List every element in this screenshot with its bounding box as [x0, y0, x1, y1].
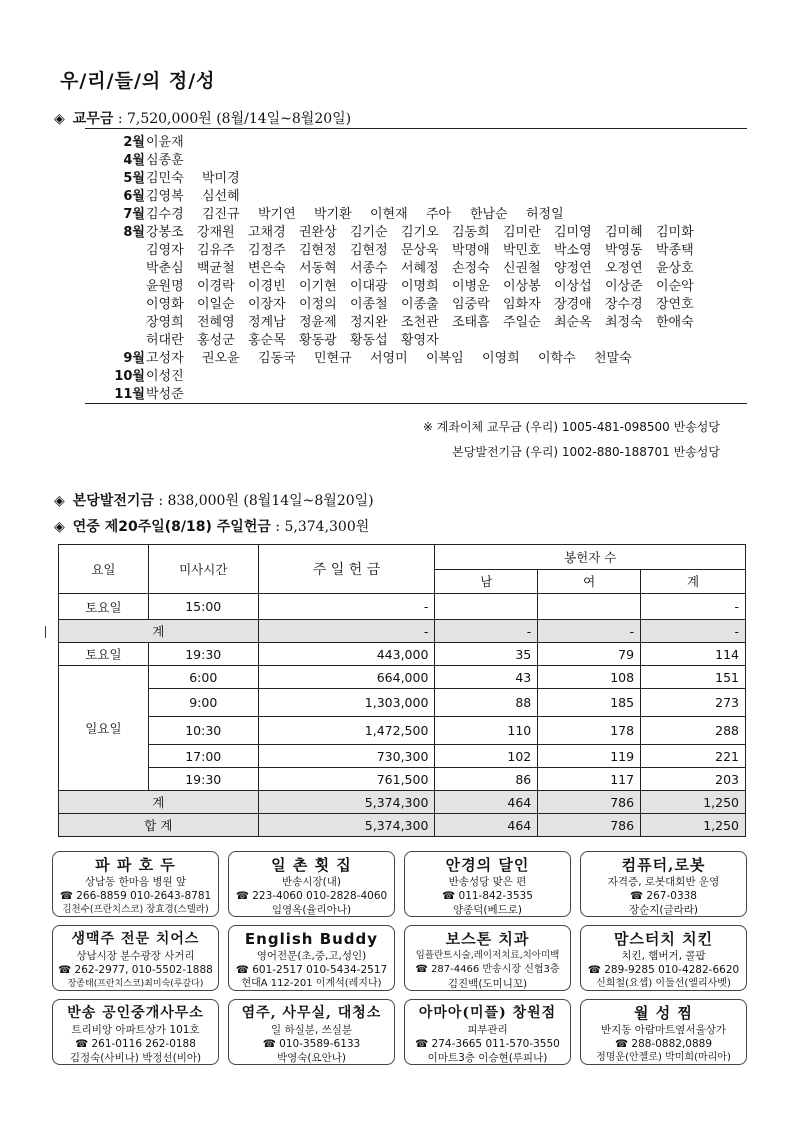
list-item	[100, 368, 740, 386]
donor-name: 문상욱	[401, 243, 439, 258]
ad-phone: ☎ 289-9285 010-4282-6620	[587, 964, 740, 976]
ad-line: 반송성당 맞은 편	[448, 876, 527, 888]
donor-name: 김기오	[401, 225, 439, 240]
female-cell: 185	[538, 689, 641, 717]
ad-name: 컴퓨터,로봇	[621, 856, 706, 874]
donor-name: 홍성군	[197, 333, 235, 348]
time-cell: 6:00	[148, 666, 258, 689]
donor-name: 김미혜	[605, 225, 643, 240]
male-cell: 35	[435, 643, 538, 666]
total-cell: 203	[641, 768, 746, 791]
ad-name: 일 촌 횟 집	[271, 856, 352, 874]
donor-name: 신권철	[503, 261, 541, 276]
month-label	[100, 260, 145, 278]
donor-name: 서영미	[370, 351, 408, 366]
list-item	[100, 314, 740, 332]
time-cell: 15:00	[148, 594, 258, 620]
ad-owner: 김정숙(사비나) 박정선(비아)	[69, 1052, 202, 1064]
ad-line: 피부관리	[467, 1024, 508, 1036]
total-cell: 1,250	[641, 791, 746, 814]
diamond-icon: ◈	[54, 493, 65, 509]
ad-owner: 김천수(프란치스코) 장효경(스텔라)	[62, 904, 209, 915]
dev-fund-heading	[54, 490, 374, 510]
donor-name: 이일순	[197, 297, 235, 312]
donor-name: 이상준	[605, 279, 643, 294]
header-day: 요일	[59, 545, 149, 594]
ad-owner: 정명운(안젤로) 박미희(마리아)	[596, 1052, 731, 1063]
donor-name: 심종훈	[146, 153, 184, 168]
list-item	[100, 170, 740, 188]
ad-name: 반송 공인중개사무소	[67, 1005, 204, 1021]
teaching-fund-list	[100, 134, 740, 404]
donor-name: 박기환	[314, 207, 352, 222]
month-label: 10월	[114, 369, 145, 384]
account-info-2: 본당발전기금 (우리) 1002-880-188701 반송성당	[452, 445, 720, 459]
subtotal-row	[59, 791, 746, 814]
donor-name: 심선혜	[202, 189, 240, 204]
ad-card	[52, 925, 219, 991]
donor-name: 김민숙	[146, 171, 184, 186]
subtotal-row	[59, 620, 746, 643]
male-cell: 110	[435, 717, 538, 745]
month-label	[100, 332, 145, 350]
donor-name: 이상봉	[503, 279, 541, 294]
header-male: 남	[435, 569, 538, 594]
day-cell: 일요일	[59, 666, 149, 791]
offering-cell: -	[258, 594, 435, 620]
month-label	[100, 242, 145, 260]
offering-cell: 730,300	[258, 745, 435, 768]
ad-phone: ☎ 011-842-3535	[442, 890, 533, 902]
donor-name: 주일순	[503, 315, 541, 330]
female-cell: 119	[538, 745, 641, 768]
table-header-row	[59, 545, 746, 570]
margin-mark	[45, 626, 46, 638]
ad-line: 상남시장 분수광장 사거리	[76, 950, 195, 962]
donor-name: 김동국	[258, 351, 296, 366]
ad-card	[228, 999, 395, 1065]
list-item	[100, 296, 740, 314]
ad-name: 맘스터치 치킨	[613, 930, 714, 948]
time-cell: 19:30	[148, 768, 258, 791]
donor-name: 이학수	[538, 351, 576, 366]
ad-line: 상남동 한마음 병원 앞	[84, 876, 187, 888]
donor-name: 이병운	[452, 279, 490, 294]
donor-name: 강봉조	[146, 225, 184, 240]
donor-name: 장연호	[656, 297, 694, 312]
ads-grid	[52, 851, 748, 1065]
offering-cell: 1,303,000	[258, 689, 435, 717]
total-cell: 114	[641, 643, 746, 666]
donor-name: 박기연	[258, 207, 296, 222]
list-item	[100, 350, 740, 368]
female-cell: 178	[538, 717, 641, 745]
donor-name: 이명희	[401, 279, 439, 294]
ad-line: 영어전문(초,중,고,성인)	[256, 950, 367, 962]
page-title: 우/리/들/의 정/성	[60, 70, 216, 92]
ad-name: 아마아(미플) 창원점	[418, 1005, 557, 1021]
donor-name: 임중락	[452, 297, 490, 312]
ad-name: 파 파 호 두	[95, 856, 176, 874]
ad-phone: ☎ 223-4060 010-2828-4060	[235, 890, 388, 902]
sunday-offering-summary: : 5,374,300원	[275, 519, 370, 535]
female-cell: 786	[538, 814, 641, 837]
donor-name: 박민호	[503, 243, 541, 258]
total-cell: 221	[641, 745, 746, 768]
donor-name: 허정일	[526, 207, 564, 222]
donor-name: 황영자	[401, 333, 439, 348]
donor-name: 윤상호	[656, 261, 694, 276]
ad-name: English Buddy	[244, 930, 379, 948]
total-cell: -	[641, 594, 746, 620]
ad-line: 임플란트시술,레이저치료,치아미백	[415, 950, 560, 961]
list-item	[100, 134, 740, 152]
month-label: 8월	[123, 225, 145, 240]
ad-line: 일 하실분, 쓰실분	[270, 1024, 352, 1036]
table-row	[59, 768, 746, 791]
total-cell: 1,250	[641, 814, 746, 837]
header-total: 계	[641, 569, 746, 594]
list-item	[100, 386, 740, 404]
donor-name: 이정의	[299, 297, 337, 312]
donor-name: 이현재	[370, 207, 408, 222]
time-cell: 10:30	[148, 717, 258, 745]
day-cell: 토요일	[59, 643, 149, 666]
ad-owner: 장순지(글라라)	[628, 904, 699, 916]
female-cell: 786	[538, 791, 641, 814]
donor-name: 김유주	[197, 243, 235, 258]
donor-name: 이성진	[146, 369, 184, 384]
subtotal-label: 계	[59, 620, 259, 643]
donor-name: 허대란	[146, 333, 184, 348]
month-label: 9월	[123, 351, 145, 366]
donor-name: 홍순목	[248, 333, 286, 348]
header-mass-time: 미사시간	[148, 545, 258, 594]
offering-cell: 5,374,300	[258, 814, 435, 837]
teaching-fund-label: 교무금	[72, 111, 114, 127]
divider	[85, 128, 747, 129]
donor-name: 박종택	[656, 243, 694, 258]
donor-name: 윤원명	[146, 279, 184, 294]
sunday-offering-label: 연중 제20주일(8/18) 주일헌금	[72, 519, 271, 535]
donor-name: 김현정	[299, 243, 337, 258]
donor-name: 조태흠	[452, 315, 490, 330]
donor-name: 이장자	[248, 297, 286, 312]
female-cell	[538, 594, 641, 620]
header-attendees: 봉헌자 수	[435, 545, 746, 570]
donor-name: 김정주	[248, 243, 286, 258]
month-label: 11월	[114, 387, 145, 402]
table-row	[59, 643, 746, 666]
month-label: 2월	[123, 135, 145, 150]
ad-owner: 임영옥(율리아나)	[271, 904, 352, 916]
male-cell: -	[435, 620, 538, 643]
donor-name: 최정숙	[605, 315, 643, 330]
donor-name: 이복임	[426, 351, 464, 366]
list-item	[100, 260, 740, 278]
total-cell: 288	[641, 717, 746, 745]
donor-name: 김기순	[350, 225, 388, 240]
ad-card	[52, 851, 219, 917]
offering-cell: 1,472,500	[258, 717, 435, 745]
ad-line: 반지동 아람마트옆서울상가	[600, 1024, 727, 1036]
ad-phone: ☎ 262-2977, 010-5502-1888	[58, 964, 213, 976]
list-item	[100, 278, 740, 296]
month-label: 5월	[123, 171, 145, 186]
donor-name: 김미영	[554, 225, 592, 240]
donor-name: 김현정	[350, 243, 388, 258]
ad-phone: ☎ 288-0882,0889	[614, 1038, 713, 1050]
donor-name: 양정연	[554, 261, 592, 276]
donor-name: 박미경	[202, 171, 240, 186]
time-cell: 19:30	[148, 643, 258, 666]
month-label	[100, 296, 145, 314]
sunday-offering-heading	[54, 516, 369, 536]
ad-owner: 김진백(도미니꼬)	[447, 978, 528, 990]
offering-cell: -	[258, 620, 435, 643]
donor-name: 박명애	[452, 243, 490, 258]
time-cell: 9:00	[148, 689, 258, 717]
female-cell: 117	[538, 768, 641, 791]
list-item	[100, 152, 740, 170]
ad-card	[228, 925, 395, 991]
ad-phone: ☎ 267-0338	[630, 890, 697, 902]
table-row	[59, 745, 746, 768]
ad-line: 트리비앙 아파트상가 101호	[71, 1024, 200, 1036]
ad-card	[580, 925, 747, 991]
donor-name: 이상섭	[554, 279, 592, 294]
ad-owner: 양종덕(베드로)	[452, 904, 523, 916]
donor-name: 백균철	[197, 261, 235, 276]
ad-card	[404, 925, 571, 991]
donor-name: 고성자	[146, 351, 184, 366]
ad-name: 안경의 달인	[445, 856, 530, 874]
donor-name: 이경빈	[248, 279, 286, 294]
ad-owner: 신희철(요셉) 이둘선(엘리사벳)	[596, 978, 731, 989]
ad-card	[580, 999, 747, 1065]
ad-phone: ☎ 261-0116 262-0188	[75, 1038, 196, 1050]
donor-name: 이종출	[401, 297, 439, 312]
donor-name: 이종철	[350, 297, 388, 312]
offering-cell: 761,500	[258, 768, 435, 791]
donor-name: 최순옥	[554, 315, 592, 330]
donor-name: 이영희	[482, 351, 520, 366]
ad-card	[228, 851, 395, 917]
month-label: 7월	[123, 207, 145, 222]
donor-name: 김수경	[146, 207, 184, 222]
donor-name: 김미화	[656, 225, 694, 240]
ad-name: 생맥주 전문 치어스	[71, 931, 200, 947]
donor-name: 박영동	[605, 243, 643, 258]
ad-phone: ☎ 274-3665 011-570-3550	[415, 1038, 560, 1050]
ad-line: 자격증, 로봇대회반 운영	[607, 876, 720, 888]
donor-name: 장영희	[146, 315, 184, 330]
ad-owner: 박영숙(요안나)	[276, 1052, 347, 1064]
donor-name: 김영복	[146, 189, 184, 204]
ad-card	[404, 851, 571, 917]
month-label	[100, 314, 145, 332]
table-row	[59, 666, 746, 689]
header-offering: 주 일 헌 금	[258, 545, 435, 594]
donor-name: 정지완	[350, 315, 388, 330]
donor-name: 박소영	[554, 243, 592, 258]
ad-card	[52, 999, 219, 1065]
donor-name: 한애숙	[656, 315, 694, 330]
ad-line: 반송시장(내)	[282, 876, 341, 888]
donor-name: 이영화	[146, 297, 184, 312]
donor-name: 주아	[426, 207, 452, 222]
donor-name: 황동광	[299, 333, 337, 348]
female-cell: 108	[538, 666, 641, 689]
male-cell: 86	[435, 768, 538, 791]
diamond-icon: ◈	[54, 519, 65, 535]
grand-total-row	[59, 814, 746, 837]
female-cell: 79	[538, 643, 641, 666]
ad-phone: ☎ 010-3589-6133	[262, 1038, 361, 1050]
ad-phone: ☎ 601-2517 010-5434-2517	[235, 964, 388, 976]
donor-name: 한남순	[470, 207, 508, 222]
total-cell: -	[641, 620, 746, 643]
offering-cell: 5,374,300	[258, 791, 435, 814]
diamond-icon: ◈	[54, 111, 65, 127]
offering-cell: 443,000	[258, 643, 435, 666]
male-cell	[435, 594, 538, 620]
donor-name: 김미란	[503, 225, 541, 240]
dev-fund-label: 본당발전기금	[72, 493, 154, 509]
ad-name: 월 성 찜	[634, 1004, 693, 1022]
donor-name: 권오윤	[202, 351, 240, 366]
table-row	[59, 594, 746, 620]
donor-name: 이대광	[350, 279, 388, 294]
donor-name: 장경애	[554, 297, 592, 312]
donor-name: 강재원	[197, 225, 235, 240]
female-cell: -	[538, 620, 641, 643]
subtotal-label: 계	[59, 791, 259, 814]
donor-name: 이기현	[299, 279, 337, 294]
donor-name: 박성준	[146, 387, 184, 402]
list-item	[100, 188, 740, 206]
ad-phone: ☎ 266-8859 010-2643-8781	[59, 890, 212, 902]
list-item	[100, 332, 740, 350]
donor-name: 김동희	[452, 225, 490, 240]
ad-name: 염주, 사무실, 대청소	[241, 1005, 382, 1021]
donor-name: 이경락	[197, 279, 235, 294]
donor-name: 김영자	[146, 243, 184, 258]
ad-owner: 장종태(프란치스코)최미숙(루갈다)	[67, 979, 204, 989]
ad-name: 보스톤 치과	[445, 930, 530, 948]
donor-name: 서혜정	[401, 261, 439, 276]
donor-name: 전혜영	[197, 315, 235, 330]
donor-name: 권완상	[299, 225, 337, 240]
month-label: 6월	[123, 189, 145, 204]
offering-cell: 664,000	[258, 666, 435, 689]
donor-name: 손정숙	[452, 261, 490, 276]
donor-name: 천말숙	[594, 351, 632, 366]
account-info-1: ※ 계좌이체 교무금 (우리) 1005-481-098500 반송성당	[422, 420, 720, 434]
divider	[85, 403, 747, 404]
male-cell: 464	[435, 814, 538, 837]
donor-name: 조천관	[401, 315, 439, 330]
donor-name: 정계남	[248, 315, 286, 330]
dev-fund-summary: : 838,000원 (8월14일~8월20일)	[158, 493, 374, 509]
month-label	[100, 278, 145, 296]
male-cell: 43	[435, 666, 538, 689]
total-cell: 151	[641, 666, 746, 689]
time-cell: 17:00	[148, 745, 258, 768]
donor-name: 김진규	[202, 207, 240, 222]
donor-name: 장수경	[605, 297, 643, 312]
offering-table	[58, 544, 746, 837]
donor-name: 임화자	[503, 297, 541, 312]
ad-card	[404, 999, 571, 1065]
ad-owner: 현대A 112-201 이계석(레지나)	[241, 978, 382, 989]
donor-name: 변은숙	[248, 261, 286, 276]
list-item	[100, 242, 740, 260]
donor-name: 서동혁	[299, 261, 337, 276]
donor-name: 고채경	[248, 225, 286, 240]
donor-name: 서종수	[350, 261, 388, 276]
header-female: 여	[538, 569, 641, 594]
donor-name: 민현규	[314, 351, 352, 366]
teaching-fund-summary: : 7,520,000원 (8월/14일~8월20일)	[117, 111, 352, 127]
ad-phone: ☎ 287-4466 반송시장 신협3층	[415, 964, 560, 975]
ad-line: 치킨, 햄버거, 콜팝	[621, 950, 706, 962]
month-label: 4월	[123, 153, 145, 168]
donor-name: 박춘심	[146, 261, 184, 276]
donor-name: 오정연	[605, 261, 643, 276]
table-row	[59, 689, 746, 717]
ad-card	[580, 851, 747, 917]
donor-name: 이순악	[656, 279, 694, 294]
ad-owner: 이마트3층 이승현(루피나)	[427, 1052, 548, 1064]
male-cell: 464	[435, 791, 538, 814]
list-item	[100, 206, 740, 224]
grand-total-label: 합 계	[59, 814, 259, 837]
day-cell: 토요일	[59, 594, 149, 620]
donor-name: 황동섭	[350, 333, 388, 348]
male-cell: 88	[435, 689, 538, 717]
total-cell: 273	[641, 689, 746, 717]
teaching-fund-heading	[54, 108, 351, 128]
donor-name: 이윤재	[146, 135, 184, 150]
male-cell: 102	[435, 745, 538, 768]
list-item	[100, 224, 740, 242]
table-row	[59, 717, 746, 745]
donor-name: 정윤제	[299, 315, 337, 330]
